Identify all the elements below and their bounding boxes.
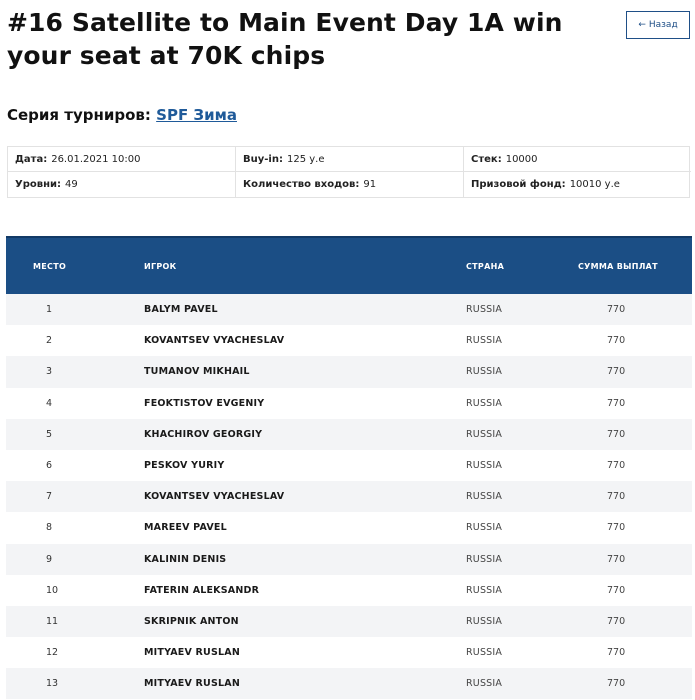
info-date-label: Дата: bbox=[15, 153, 48, 165]
cell-country: RUSSIA bbox=[466, 647, 503, 659]
cell-player: KALININ DENIS bbox=[144, 553, 227, 565]
info-prize-value: 10010 у.е bbox=[569, 179, 620, 190]
cell-player: MITYAEV RUSLAN bbox=[144, 678, 240, 690]
cell-payout: 770 bbox=[607, 460, 626, 472]
info-entries-value: 91 bbox=[363, 179, 377, 190]
cell-payout: 770 bbox=[607, 647, 626, 659]
cell-player: KOVANTSEV VYACHESLAV bbox=[144, 491, 285, 503]
table-row bbox=[6, 481, 692, 512]
results-table bbox=[6, 236, 692, 699]
cell-payout: 770 bbox=[607, 491, 626, 503]
table-row bbox=[6, 668, 692, 699]
info-prize bbox=[464, 172, 691, 197]
cell-country: RUSSIA bbox=[466, 304, 503, 316]
cell-player: MAREEV PAVEL bbox=[144, 522, 227, 534]
cell-place: 11 bbox=[46, 615, 59, 627]
cell-place: 2 bbox=[46, 335, 53, 347]
cell-player: MITYAEV RUSLAN bbox=[144, 647, 240, 659]
cell-place: 4 bbox=[46, 397, 53, 409]
cell-place: 13 bbox=[46, 678, 59, 690]
tournament-series bbox=[7, 106, 237, 124]
cell-payout: 770 bbox=[607, 397, 626, 409]
cell-country: RUSSIA bbox=[466, 366, 503, 378]
back-button[interactable] bbox=[626, 11, 690, 39]
info-prize-label: Призовой фонд: bbox=[471, 179, 566, 190]
cell-payout: 770 bbox=[607, 366, 626, 378]
cell-place: 9 bbox=[46, 553, 53, 565]
cell-country: RUSSIA bbox=[466, 553, 503, 565]
info-stack-value: 10000 bbox=[505, 153, 538, 165]
header-player: ИГРОК bbox=[144, 261, 177, 271]
info-buyin-value: 125 у.е bbox=[286, 153, 325, 165]
tournament-info bbox=[7, 146, 690, 198]
cell-payout: 770 bbox=[607, 615, 626, 627]
cell-country: RUSSIA bbox=[466, 397, 503, 409]
table-row bbox=[6, 575, 692, 606]
info-stack-label: Стек: bbox=[471, 153, 502, 165]
table-header-row bbox=[6, 237, 692, 294]
info-levels-label: Уровни: bbox=[15, 179, 61, 190]
info-levels bbox=[8, 172, 236, 197]
info-buyin bbox=[236, 147, 464, 172]
cell-player: KOVANTSEV VYACHESLAV bbox=[144, 335, 285, 347]
cell-place: 6 bbox=[46, 460, 53, 472]
table-row bbox=[6, 512, 692, 543]
cell-payout: 770 bbox=[607, 584, 626, 596]
cell-player: PESKOV YURIY bbox=[144, 460, 225, 472]
info-stack bbox=[464, 147, 691, 172]
series-link[interactable]: SPF Зима bbox=[156, 106, 237, 124]
cell-country: RUSSIA bbox=[466, 522, 503, 534]
cell-payout: 770 bbox=[607, 522, 626, 534]
cell-player: SKRIPNIK ANTON bbox=[144, 615, 239, 627]
cell-place: 3 bbox=[46, 366, 53, 378]
table-row bbox=[6, 637, 692, 668]
cell-player: FATERIN ALEKSANDR bbox=[144, 584, 260, 596]
cell-country: RUSSIA bbox=[466, 584, 503, 596]
cell-country: RUSSIA bbox=[466, 615, 503, 627]
back-button-label: Назад bbox=[648, 20, 678, 30]
cell-place: 8 bbox=[46, 522, 53, 534]
cell-player: FEOKTISTOV EVGENIY bbox=[144, 397, 265, 409]
cell-country: RUSSIA bbox=[466, 428, 503, 440]
cell-player: KHACHIROV GEORGIY bbox=[144, 428, 263, 440]
cell-payout: 770 bbox=[607, 304, 626, 316]
table-row bbox=[6, 388, 692, 419]
table-row bbox=[6, 325, 692, 356]
info-date bbox=[8, 147, 236, 172]
cell-country: RUSSIA bbox=[466, 491, 503, 503]
info-entries-label: Количество входов: bbox=[243, 179, 360, 190]
table-row bbox=[6, 419, 692, 450]
cell-place: 7 bbox=[46, 491, 53, 503]
header-payout: СУММА ВЫПЛАТ bbox=[578, 261, 658, 271]
cell-place: 10 bbox=[46, 584, 59, 596]
table-row bbox=[6, 606, 692, 637]
cell-place: 1 bbox=[46, 304, 53, 316]
cell-payout: 770 bbox=[607, 553, 626, 565]
cell-player: TUMANOV MIKHAIL bbox=[144, 366, 250, 378]
info-entries bbox=[236, 172, 464, 197]
header-country: СТРАНА bbox=[466, 261, 505, 271]
cell-country: RUSSIA bbox=[466, 678, 503, 690]
page-title: #16 Satellite to Main Event Day 1A win your seat at 70K chips bbox=[7, 8, 563, 70]
info-buyin-label: Buy-in: bbox=[243, 153, 283, 165]
cell-payout: 770 bbox=[607, 335, 626, 347]
header-place: МЕСТО bbox=[33, 261, 67, 271]
info-date-value: 26.01.2021 10:00 bbox=[51, 153, 141, 165]
arrow-left-icon: ← bbox=[638, 20, 646, 30]
table-row bbox=[6, 294, 692, 325]
cell-player: BALYM PAVEL bbox=[144, 304, 218, 316]
cell-place: 5 bbox=[46, 428, 53, 440]
table-row bbox=[6, 356, 692, 387]
cell-payout: 770 bbox=[607, 678, 626, 690]
table-row bbox=[6, 450, 692, 481]
series-label: Серия турниров: bbox=[7, 106, 151, 124]
cell-payout: 770 bbox=[607, 428, 626, 440]
cell-place: 12 bbox=[46, 647, 59, 659]
table-row bbox=[6, 544, 692, 575]
info-levels-value: 49 bbox=[64, 179, 78, 190]
cell-country: RUSSIA bbox=[466, 460, 503, 472]
cell-country: RUSSIA bbox=[466, 335, 503, 347]
